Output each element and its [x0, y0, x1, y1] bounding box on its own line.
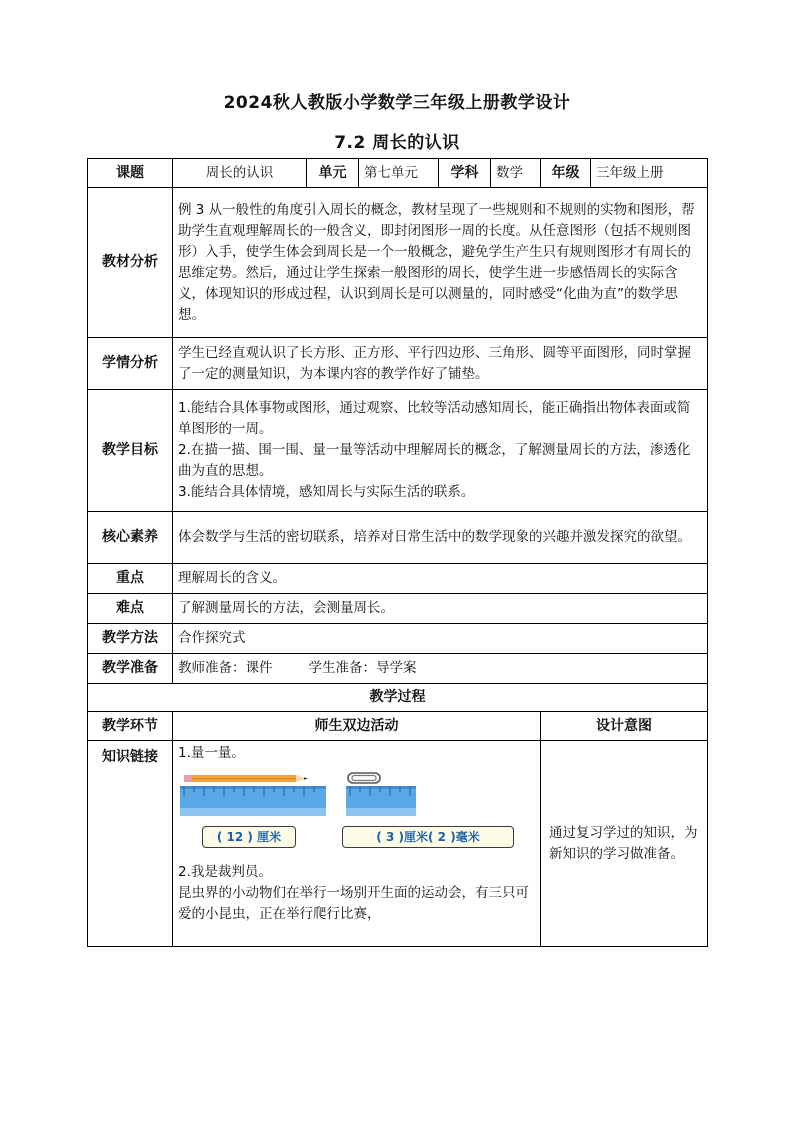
activity-item-referee: 2.我是裁判员。: [178, 864, 272, 880]
pencil-ruler-figure: [180, 770, 330, 844]
ruler2-answer-cm: 3: [385, 830, 395, 844]
student-analysis-text: 学生已经直观认识了长方形、正方形、平行四边形、三角形、圆等平面图形，同时掌握了一定的测量知识，为本课内容的教学作好了铺垫。: [173, 338, 708, 390]
preparation-text: [173, 654, 708, 684]
difficulty-text: 了解测量周长的方法，会测量周长。: [173, 594, 708, 624]
teaching-goals-row: [88, 390, 708, 512]
goal-item: 2.在描一描、围一围、量一量等活动中理解周长的概念，了解测量周长的方法，渗透化曲为直的思想。: [178, 442, 691, 479]
student-analysis-row: [88, 338, 708, 390]
subject-label: 学科: [439, 159, 491, 188]
ruler2-answer: ( 3 )厘米( 2 )毫米: [342, 826, 514, 848]
knowledge-link-label: 知识链接: [88, 741, 173, 947]
key-point-label: 重点: [88, 564, 173, 594]
activity-column-header: 师生双边活动: [173, 712, 541, 741]
difficulty-label: 难点: [88, 594, 173, 624]
ruler-illustrations: [178, 770, 535, 858]
method-label: 教学方法: [88, 624, 173, 654]
ruler1-answer: ( 12 ) 厘米: [202, 826, 296, 848]
goal-item: 3.能结合具体情境，感知周长与实际生活的联系。: [178, 484, 475, 500]
intent-column-header: 设计意图: [541, 712, 708, 741]
header-row: [88, 159, 708, 188]
textbook-analysis-row: [88, 188, 708, 338]
method-row: [88, 624, 708, 654]
ruler2-answer-unit-mm: 毫米: [455, 830, 480, 844]
subject-value: 数学: [491, 159, 541, 188]
lesson-title: 7.2 周长的认识: [334, 133, 460, 153]
process-header-row: [88, 712, 708, 741]
lesson-plan-table: [87, 158, 708, 947]
method-text: 合作探究式: [173, 624, 708, 654]
grade-value: 三年级上册: [591, 159, 708, 188]
teacher-prep: 教师准备：课件: [178, 660, 273, 676]
core-literacy-label: 核心素养: [88, 512, 173, 564]
paperclip-ruler-image: [346, 770, 420, 822]
goal-item: 1.能结合具体事物或图形，通过观察、比较等活动感知周长，能正确指出物体表面或简单图形的一周。: [178, 400, 691, 437]
pencil-ruler-image: [180, 770, 330, 822]
design-intent-text: 通过复习学过的知识，为新知识的学习做准备。: [541, 741, 708, 947]
textbook-analysis-text: 例 3 从一般性的角度引入周长的概念，教材呈现了一些规则和不规则的实物和图形，帮助学生直观理解周长的一般含义，即封闭图形一周的长度。从任意图形（包括不规则图形）入手，使学生体会到周长是一个一般概念，避免学生产生只有规则图形才有周长的思维定势。然后，通过让学生探索一般图形的周长，使学生进一步感悟周长的实际含义，体现知识的形成过程，认识到周长是可以测量的，同时感受“化曲为直”的数学思想。: [173, 188, 708, 338]
grade-label: 年级: [541, 159, 591, 188]
process-section-title: 教学过程: [88, 684, 708, 712]
process-section-row: [88, 684, 708, 712]
teaching-goals-label: 教学目标: [88, 390, 173, 512]
student-analysis-label: 学情分析: [88, 338, 173, 390]
ruler1-answer-number: 12: [226, 830, 244, 844]
core-literacy-row: [88, 512, 708, 564]
topic-value: 周长的认识: [173, 159, 307, 188]
ruler1-answer-unit: 厘米: [257, 830, 282, 844]
topic-label: 课题: [88, 159, 173, 188]
ruler2-answer-mm: 2: [437, 830, 447, 844]
preparation-row: [88, 654, 708, 684]
activity-story: 昆虫界的小动物们在举行一场别开生面的运动会，有三只可爱的小昆虫，正在举行爬行比赛，: [178, 885, 529, 922]
core-literacy-text: 体会数学与生活的密切联系，培养对日常生活中的数学现象的兴趣并激发探究的欲望。: [173, 512, 708, 564]
key-point-text: 理解周长的含义。: [173, 564, 708, 594]
activity-content: [173, 741, 541, 947]
unit-label: 单元: [307, 159, 359, 188]
key-point-row: [88, 564, 708, 594]
document-title: 2024秋人教版小学数学三年级上册教学设计: [223, 93, 571, 113]
textbook-analysis-label: 教材分析: [88, 188, 173, 338]
stage-column-header: 教学环节: [88, 712, 173, 741]
ruler2-answer-unit-cm: 厘米: [403, 830, 428, 844]
paperclip-ruler-figure: [346, 770, 480, 844]
student-prep: 学生准备：导学案: [308, 660, 417, 676]
preparation-label: 教学准备: [88, 654, 173, 684]
activity-item-measure: 1.量一量。: [178, 745, 245, 761]
teaching-goals-list: [173, 390, 708, 512]
unit-value: 第七单元: [359, 159, 439, 188]
knowledge-link-row: [88, 741, 708, 947]
difficulty-row: [88, 594, 708, 624]
